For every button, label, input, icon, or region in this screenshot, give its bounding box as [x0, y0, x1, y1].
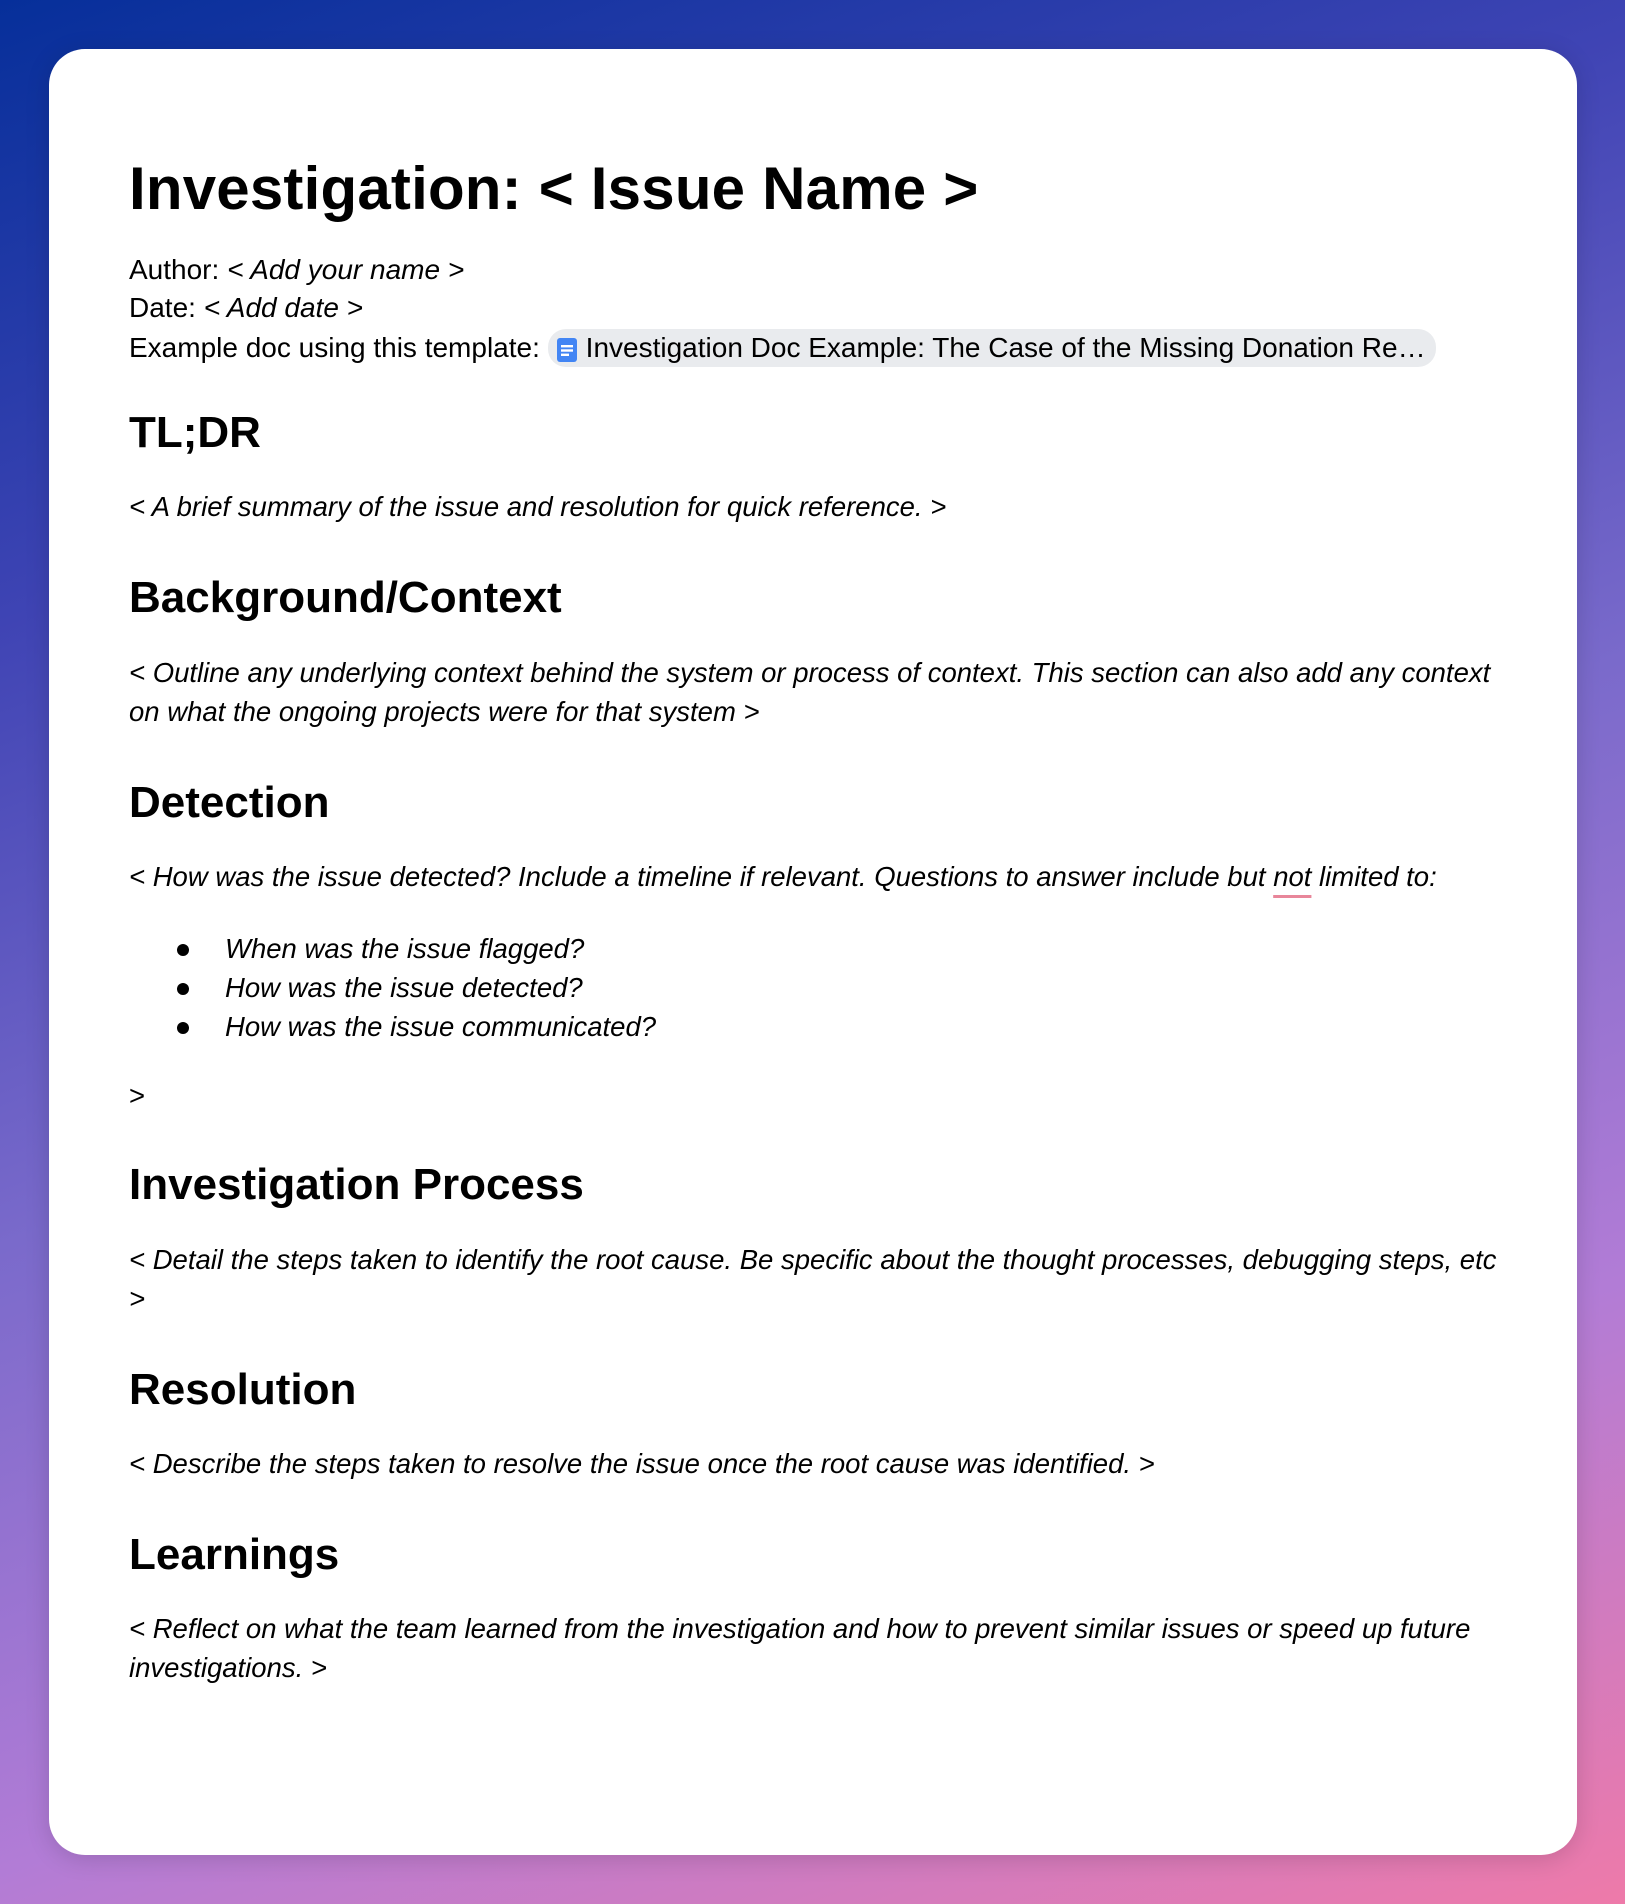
section-investigation-process [129, 1161, 1497, 1317]
date-line [129, 289, 1497, 327]
date-label: Date: [129, 292, 196, 323]
document-card [49, 49, 1577, 1855]
resolution-heading: Resolution [129, 1364, 357, 1414]
section-resolution [129, 1366, 1497, 1483]
learnings-heading: Learnings [129, 1529, 340, 1579]
process-body: < Detail the steps taken to identify the root cause. Be specific about the thought processes, debugging steps, etc > [129, 1243, 1497, 1314]
background-heading: Background/Context [129, 573, 562, 623]
example-doc-smart-chip[interactable] [548, 329, 1436, 367]
tldr-body: < A brief summary of the issue and resolution for quick reference. > [129, 491, 947, 523]
example-doc-label: Example doc using this template: [129, 332, 540, 363]
section-detection [129, 779, 1497, 1115]
author-label: Author: [129, 254, 220, 285]
section-tldr [129, 409, 1497, 526]
background-body: < Outline any underlying context behind the system or process of context. This section can also add any context on what the ongoing projects were for that system > [129, 656, 1491, 727]
detection-body-end: limited to: [1311, 861, 1437, 893]
date-placeholder[interactable]: < Add date > [203, 292, 364, 323]
tldr-heading: TL;DR [129, 408, 261, 457]
process-heading: Investigation Process [129, 1160, 584, 1210]
detection-body [129, 857, 1497, 896]
list-item: How was the issue communicated? [177, 1007, 1497, 1046]
example-doc-link[interactable]: Investigation Doc Example: The Case of the Missing Donation Re… [585, 332, 1426, 363]
detection-closer: > [129, 1080, 146, 1112]
spellcheck-flagged-word[interactable]: not [1273, 861, 1312, 893]
resolution-body: < Describe the steps taken to resolve the issue once the root cause was identified. > [129, 1447, 1155, 1479]
section-background [129, 574, 1497, 730]
detection-questions-list [129, 929, 1497, 1046]
document-title: Investigation: < Issue Name > [129, 155, 979, 222]
author-line [129, 251, 1497, 289]
section-learnings [129, 1531, 1497, 1687]
example-doc-line [129, 329, 1497, 367]
detection-body-start: < How was the issue detected? Include a timeline if relevant. Questions to answer include but [129, 861, 1274, 893]
list-item: How was the issue detected? [177, 968, 1497, 1007]
google-docs-icon [556, 335, 578, 361]
list-item: When was the issue flagged? [177, 929, 1497, 968]
detection-heading: Detection [129, 777, 330, 827]
author-placeholder[interactable]: < Add your name > [227, 254, 465, 285]
learnings-body: < Reflect on what the team learned from the investigation and how to prevent similar issues or speed up future investigations. > [129, 1613, 1471, 1684]
